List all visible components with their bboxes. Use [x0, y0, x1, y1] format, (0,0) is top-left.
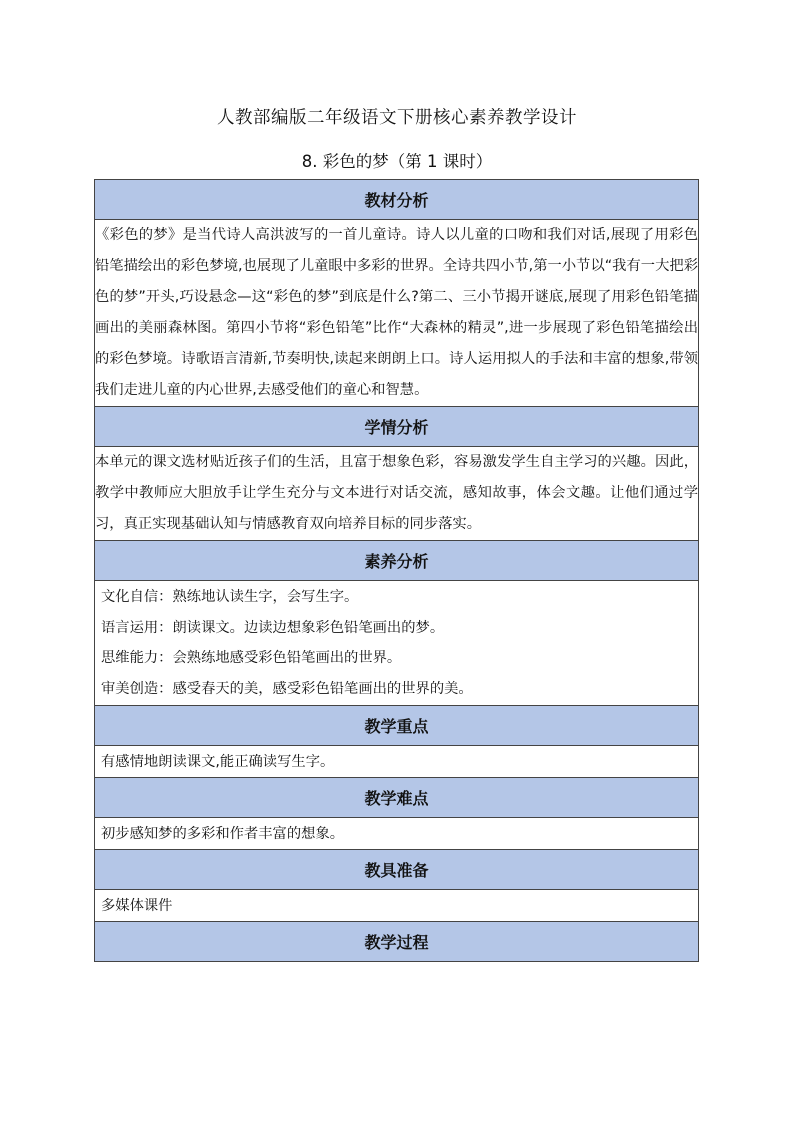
- section-body-row: [95, 818, 699, 850]
- section-header-row: [95, 922, 699, 962]
- section-body-row: [95, 581, 699, 706]
- difficulties-heading: 教学难点: [95, 778, 699, 818]
- material-analysis-heading: 教材分析: [95, 180, 699, 220]
- difficulties-text: 初步感知梦的多彩和作者丰富的想象。: [95, 818, 699, 850]
- lesson-subtitle: 8. 彩色的梦（第 1 课时）: [301, 152, 493, 171]
- literacy-item-aesthetics: 审美创造：感受春天的美，感受彩色铅笔画出的世界的美。: [101, 680, 473, 697]
- key-points-text: 有感情地朗读课文,能正确读写生字。: [95, 746, 699, 778]
- document-title: 人教部编版二年级语文下册核心素养教学设计: [217, 108, 577, 128]
- student-analysis-heading: 学情分析: [95, 407, 699, 447]
- section-header-row: [95, 778, 699, 818]
- literacy-item-culture: 文化自信：熟练地认读生字，会写生字。: [101, 589, 359, 605]
- material-analysis-text: 《彩色的梦》是当代诗人高洪波写的一首儿童诗。诗人以儿童的口吻和我们对话,展现了用彩色铅笔描绘出的彩色梦境,也展现了儿童眼中多彩的世界。全诗共四小节,第一小节以“我有一大把彩色的梦”开头,巧设悬念—这“彩色的梦”到底是什么?第二、三小节揭开谜底,展现了用彩色铅笔描画出的美丽森林图。第四小节将“彩色铅笔”比作“大森林的精灵”,进一步展现了彩色铅笔描绘出的彩色梦境。诗歌语言清新,节奏明快,读起来朗朗上口。诗人运用拟人的手法和丰富的想象,带领我们走进儿童的内心世界,去感受他们的童心和智慧。: [95, 220, 699, 407]
- section-body-row: [95, 447, 699, 541]
- student-analysis-text: 本单元的课文选材贴近孩子们的生活，且富于想象色彩，容易激发学生自主学习的兴趣。因此，教学中教师应大胆放手让学生充分与文本进行对话交流，感知故事，体会文趣。让他们通过学习，真正实现基础认知与情感教育双向培养目标的同步落实。: [95, 447, 699, 541]
- section-body-row: [95, 220, 699, 407]
- section-header-row: [95, 706, 699, 746]
- process-heading: 教学过程: [95, 922, 699, 962]
- section-header-row: [95, 850, 699, 890]
- tools-text: 多媒体课件: [95, 890, 699, 922]
- literacy-analysis-heading: 素养分析: [95, 541, 699, 581]
- literacy-item-language: 语言运用：朗读课文。边读边想象彩色铅笔画出的梦。: [101, 619, 445, 636]
- literacy-item-thinking: 思维能力：会熟练地感受彩色铅笔画出的世界。: [101, 650, 402, 666]
- lesson-plan-table: [94, 179, 699, 962]
- section-header-row: [95, 541, 699, 581]
- literacy-analysis-list: [95, 581, 699, 706]
- tools-heading: 教具准备: [95, 850, 699, 890]
- section-header-row: [95, 180, 699, 220]
- section-header-row: [95, 407, 699, 447]
- section-body-row: [95, 890, 699, 922]
- key-points-heading: 教学重点: [95, 706, 699, 746]
- section-body-row: [95, 746, 699, 778]
